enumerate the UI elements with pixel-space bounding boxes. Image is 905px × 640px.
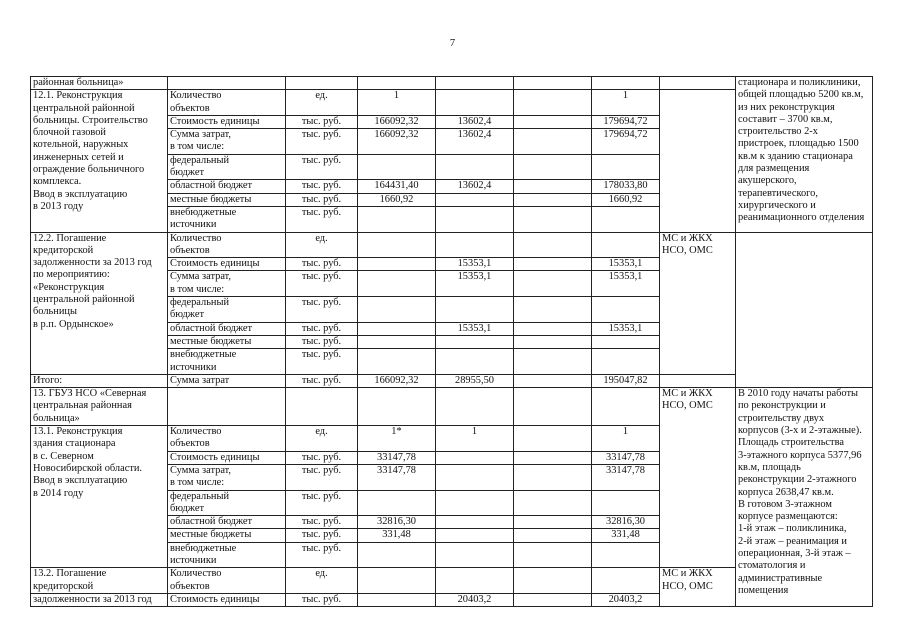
total-cell — [592, 542, 660, 568]
value-cell — [436, 154, 514, 180]
value-cell — [514, 115, 592, 128]
value-cell — [514, 529, 592, 542]
unit-cell: тыс. руб. — [286, 490, 358, 516]
value-cell — [514, 180, 592, 193]
value-cell — [436, 451, 514, 464]
indicator-cell: внебюджетные источники — [168, 349, 286, 375]
indicator-cell: местные бюджеты — [168, 529, 286, 542]
value-cell — [514, 388, 592, 426]
unit-cell: тыс. руб. — [286, 258, 358, 271]
event-name-cell: 13.2. Погашение кредиторской — [31, 568, 168, 594]
value-cell — [436, 388, 514, 426]
value-cell — [358, 335, 436, 348]
value-cell — [358, 77, 436, 90]
total-cell: 33147,78 — [592, 451, 660, 464]
unit-cell: тыс. руб. — [286, 206, 358, 232]
unit-cell: тыс. руб. — [286, 193, 358, 206]
page-number: 7 — [449, 38, 456, 49]
value-cell — [436, 542, 514, 568]
unit-cell: тыс. руб. — [286, 374, 358, 387]
indicator-cell: федеральный бюджет — [168, 297, 286, 323]
value-cell — [358, 542, 436, 568]
value-cell — [358, 322, 436, 335]
unit-cell: тыс. руб. — [286, 322, 358, 335]
unit-cell — [286, 77, 358, 90]
value-cell — [436, 516, 514, 529]
value-cell — [514, 193, 592, 206]
value-cell — [514, 516, 592, 529]
value-cell: 28955,50 — [436, 374, 514, 387]
indicator-cell: областной бюджет — [168, 322, 286, 335]
value-cell: 15353,1 — [436, 271, 514, 297]
total-cell: 178033,80 — [592, 180, 660, 193]
unit-cell: тыс. руб. — [286, 129, 358, 155]
value-cell: 1 — [436, 426, 514, 452]
total-cell: 331,48 — [592, 529, 660, 542]
event-name-cell: 13.1. Реконструкция здания стационара в с. Северном Новосибирской области. Ввод в эксплуатацию в 2014 году — [31, 426, 168, 568]
total-cell — [592, 335, 660, 348]
value-cell — [358, 593, 436, 606]
indicator-cell: Стоимость единицы — [168, 115, 286, 128]
event-name-cell: 12.2. Погашение кредиторской задолженности за 2013 год по мероприятию: «Реконструкция центральной районной больницы в р.п. Ордынское» — [31, 232, 168, 374]
unit-cell: тыс. руб. — [286, 464, 358, 490]
event-name-cell: районная больница» — [31, 77, 168, 90]
total-cell — [592, 77, 660, 90]
indicator-cell: Количество объектов — [168, 426, 286, 452]
value-cell — [358, 206, 436, 232]
budget-table — [30, 76, 873, 607]
unit-cell: тыс. руб. — [286, 271, 358, 297]
unit-cell: тыс. руб. — [286, 180, 358, 193]
value-cell: 15353,1 — [436, 322, 514, 335]
indicator-cell: Сумма затрат, в том числе: — [168, 464, 286, 490]
value-cell — [514, 374, 592, 387]
value-cell — [514, 426, 592, 452]
unit-cell: тыс. руб. — [286, 154, 358, 180]
value-cell — [358, 568, 436, 594]
value-cell — [514, 593, 592, 606]
value-cell: 13602,4 — [436, 115, 514, 128]
unit-cell: ед. — [286, 568, 358, 594]
value-cell — [436, 464, 514, 490]
table-row — [31, 232, 873, 258]
total-cell: 15353,1 — [592, 258, 660, 271]
total-cell: 15353,1 — [592, 271, 660, 297]
value-cell: 32816,30 — [358, 516, 436, 529]
value-cell — [358, 154, 436, 180]
executor-cell — [660, 374, 736, 387]
indicator-cell — [168, 77, 286, 90]
total-cell: 15353,1 — [592, 322, 660, 335]
executor-cell: МС и ЖКХ НСО, ОМС — [660, 232, 736, 374]
total-cell — [592, 490, 660, 516]
value-cell — [514, 206, 592, 232]
indicator-cell: внебюджетные источники — [168, 206, 286, 232]
total-cell: 33147,78 — [592, 464, 660, 490]
total-cell — [592, 232, 660, 258]
event-name-cell: задолженности за 2013 год — [31, 593, 168, 606]
value-cell: 331,48 — [358, 529, 436, 542]
unit-cell — [286, 388, 358, 426]
value-cell — [514, 451, 592, 464]
value-cell — [514, 297, 592, 323]
value-cell — [436, 568, 514, 594]
indicator-cell: федеральный бюджет — [168, 490, 286, 516]
total-cell: 32816,30 — [592, 516, 660, 529]
value-cell — [514, 90, 592, 116]
total-cell — [592, 297, 660, 323]
unit-cell: ед. — [286, 426, 358, 452]
indicator-cell: областной бюджет — [168, 180, 286, 193]
value-cell — [514, 154, 592, 180]
value-cell — [358, 297, 436, 323]
value-cell — [514, 322, 592, 335]
value-cell — [514, 349, 592, 375]
executor-cell — [660, 90, 736, 232]
value-cell: 20403,2 — [436, 593, 514, 606]
value-cell — [358, 388, 436, 426]
unit-cell: тыс. руб. — [286, 516, 358, 529]
executor-cell: МС и ЖКХ НСО, ОМС — [660, 568, 736, 607]
indicator-cell: Количество объектов — [168, 568, 286, 594]
value-cell — [514, 542, 592, 568]
value-cell — [514, 335, 592, 348]
value-cell: 13602,4 — [436, 129, 514, 155]
total-cell — [592, 388, 660, 426]
value-cell: 33147,78 — [358, 451, 436, 464]
value-cell — [514, 129, 592, 155]
value-cell: 166092,32 — [358, 115, 436, 128]
indicator-cell: Сумма затрат, в том числе: — [168, 271, 286, 297]
value-cell — [514, 77, 592, 90]
executor-cell: МС и ЖКХ НСО, ОМС — [660, 388, 736, 568]
value-cell — [358, 349, 436, 375]
value-cell: 164431,40 — [358, 180, 436, 193]
total-cell: 1 — [592, 426, 660, 452]
value-cell — [436, 193, 514, 206]
value-cell: 33147,78 — [358, 464, 436, 490]
total-cell: 1660,92 — [592, 193, 660, 206]
total-cell — [592, 154, 660, 180]
value-cell — [358, 271, 436, 297]
indicator-cell: Стоимость единицы — [168, 593, 286, 606]
total-cell: 20403,2 — [592, 593, 660, 606]
value-cell: 1 — [358, 90, 436, 116]
value-cell — [436, 335, 514, 348]
unit-cell: тыс. руб. — [286, 451, 358, 464]
indicator-cell: Сумма затрат — [168, 374, 286, 387]
indicator-cell: федеральный бюджет — [168, 154, 286, 180]
unit-cell: тыс. руб. — [286, 335, 358, 348]
value-cell — [436, 90, 514, 116]
value-cell: 13602,4 — [436, 180, 514, 193]
unit-cell: тыс. руб. — [286, 115, 358, 128]
value-cell — [436, 297, 514, 323]
table-row — [31, 388, 873, 426]
value-cell: 1660,92 — [358, 193, 436, 206]
unit-cell: тыс. руб. — [286, 593, 358, 606]
indicator-cell: внебюджетные источники — [168, 542, 286, 568]
value-cell — [358, 490, 436, 516]
indicator-cell: местные бюджеты — [168, 193, 286, 206]
indicator-cell — [168, 388, 286, 426]
event-name-cell: 13. ГБУЗ НСО «Северная центральная районная больница» — [31, 388, 168, 426]
indicator-cell: местные бюджеты — [168, 335, 286, 348]
table-row — [31, 77, 873, 90]
unit-cell: тыс. руб. — [286, 529, 358, 542]
total-cell — [592, 568, 660, 594]
value-cell — [436, 490, 514, 516]
value-cell — [436, 232, 514, 258]
value-cell: 15353,1 — [436, 258, 514, 271]
value-cell: 1* — [358, 426, 436, 452]
note-cell: стационара и поликлиники, общей площадью 5200 кв.м, из них реконструкция составит – 3700 кв.м, строительство 2-х пристроек, площадью 1500 кв.м к зданию стационара для размещения акушерского, терапевтического, хирургического и реанимационного отделения — [736, 77, 873, 233]
total-cell — [592, 349, 660, 375]
note-cell — [736, 232, 873, 388]
value-cell: 166092,32 — [358, 129, 436, 155]
total-cell: 179694,72 — [592, 115, 660, 128]
unit-cell: тыс. руб. — [286, 349, 358, 375]
value-cell — [436, 77, 514, 90]
value-cell: 166092,32 — [358, 374, 436, 387]
event-name-cell: 12.1. Реконструкция центральной районной больницы. Строительство блочной газовой котельной, наружных инженерных сетей и ограждение больничного комплекса. Ввод в эксплуатацию в 2013 году — [31, 90, 168, 232]
unit-cell: ед. — [286, 232, 358, 258]
value-cell — [436, 206, 514, 232]
total-cell: 195047,82 — [592, 374, 660, 387]
indicator-cell: Количество объектов — [168, 232, 286, 258]
value-cell — [514, 464, 592, 490]
note-cell: В 2010 году начаты работы по реконструкции и строительству двух корпусов (3-х и 2-этажные). Площадь строительства 3-этажного корпуса 5377,96 кв.м, площадь реконструкции 2-этажного корпуса 2638,47 кв.м. В готовом 3-этажном корпусе размещаются: 1-й этаж – поликлиника, 2-й этаж – реанимация и операционная, 3-й этаж – стоматология и административные помещения — [736, 388, 873, 607]
total-cell: 1 — [592, 90, 660, 116]
value-cell — [358, 232, 436, 258]
value-cell — [514, 271, 592, 297]
indicator-cell: областной бюджет — [168, 516, 286, 529]
unit-cell: ед. — [286, 90, 358, 116]
value-cell — [514, 490, 592, 516]
value-cell — [514, 568, 592, 594]
indicator-cell: Стоимость единицы — [168, 451, 286, 464]
value-cell — [358, 258, 436, 271]
total-cell: 179694,72 — [592, 129, 660, 155]
indicator-cell: Количество объектов — [168, 90, 286, 116]
value-cell — [436, 349, 514, 375]
event-name-cell: Итого: — [31, 374, 168, 387]
unit-cell: тыс. руб. — [286, 542, 358, 568]
indicator-cell: Сумма затрат, в том числе: — [168, 129, 286, 155]
unit-cell: тыс. руб. — [286, 297, 358, 323]
indicator-cell: Стоимость единицы — [168, 258, 286, 271]
value-cell — [514, 232, 592, 258]
executor-cell — [660, 77, 736, 90]
value-cell — [514, 258, 592, 271]
total-cell — [592, 206, 660, 232]
value-cell — [436, 529, 514, 542]
